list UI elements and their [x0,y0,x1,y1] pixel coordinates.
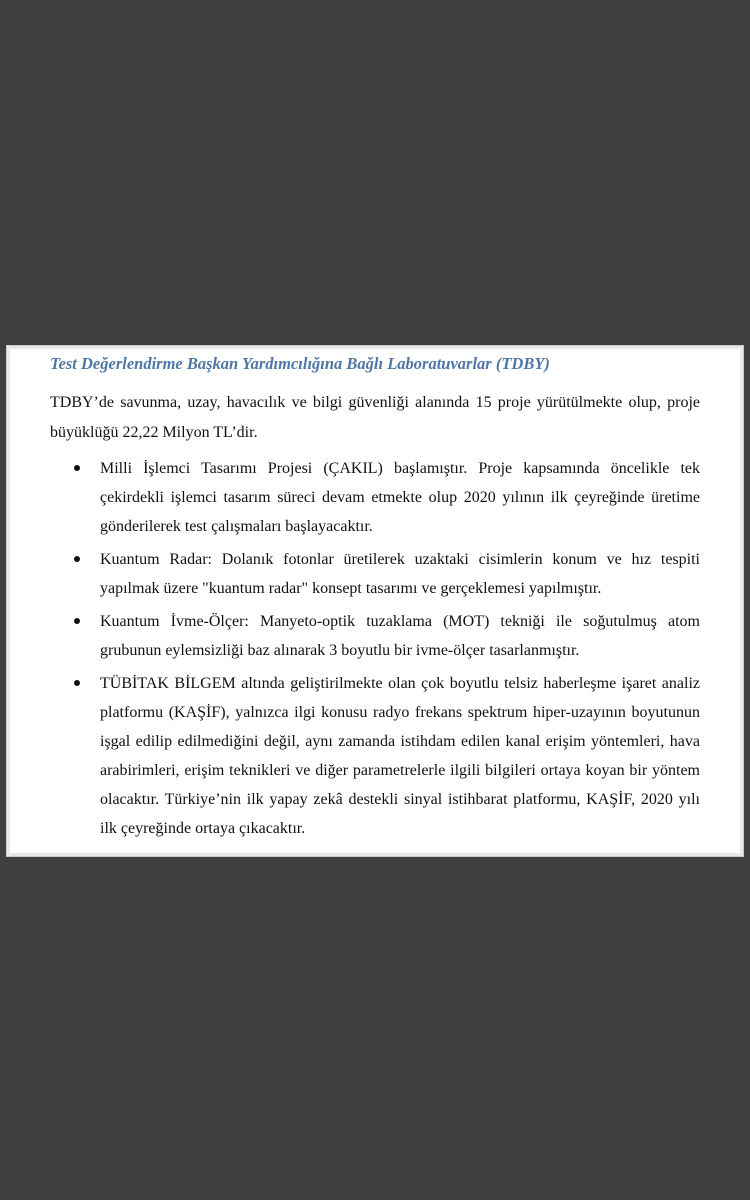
bullet-item-kasif [7,669,745,843]
section-heading: Test Değerlendirme Başkan Yardımcılığına Bağlı Laboratuvarlar (TDBY) [50,354,550,373]
bullet-text: Milli İşlemci Tasarımı Projesi (ÇAKIL) başlamıştır. Proje kapsamında öncelikle tek çekirdekli işlemci tasarım süreci devam etmekte olup 2020 yılının ilk çeyreğinde üretime gönderilerek test çalışmaları başlayacaktır. [100,460,700,535]
bullet-text: Kuantum Radar: Dolanık fotonlar üretilerek uzaktaki cisimlerin konum ve hız tespiti yapılmak üzere "kuantum radar" konsept tasarımı ve gerçeklemesi yapılmıştır. [100,551,700,597]
intro-paragraph: TDBY’de savunma, uzay, havacılık ve bilgi güvenliği alanında 15 proje yürütülmekte olup, proje büyüklüğü 22,22 Milyon TL’dir. [50,394,700,441]
bullet-icon [74,618,80,624]
bullet-icon [74,556,80,562]
bullet-item-quantum-radar [7,545,745,603]
bullet-icon [74,680,80,686]
bullet-item-quantum-accelerometer [7,607,745,665]
bullet-icon [74,465,80,471]
bullet-item-cakil [7,454,745,541]
document-card [6,345,744,857]
bullet-text: Kuantum İvme-Ölçer: Manyeto-optik tuzaklama (MOT) tekniği ile soğutulmuş atom grubunun eylemsizliği baz alınarak 3 boyutlu bir ivme-ölçer tasarlanmıştır. [100,613,700,659]
bullet-text: TÜBİTAK BİLGEM altında geliştirilmekte olan çok boyutlu telsiz haberleşme işaret analiz platformu (KAŞİF), yalnızca ilgi konusu radyo frekans spektrum hiper-uzayının boyutunun işgal edilip edilmediğini değil, aynı zamanda istihdam edilen kanal erişim yöntemleri, hava arabirimleri, erişim teknikleri ve diğer parametrelerle ilgili bilgileri ortaya koyan bir yöntem olacaktır. Türkiye’nin ilk yapay zekâ destekli sinyal istihbarat platformu, KAŞİF, 2020 yılı ilk çeyreğinde ortaya çıkacaktır. [100,675,700,837]
project-bullet-list [7,454,745,847]
